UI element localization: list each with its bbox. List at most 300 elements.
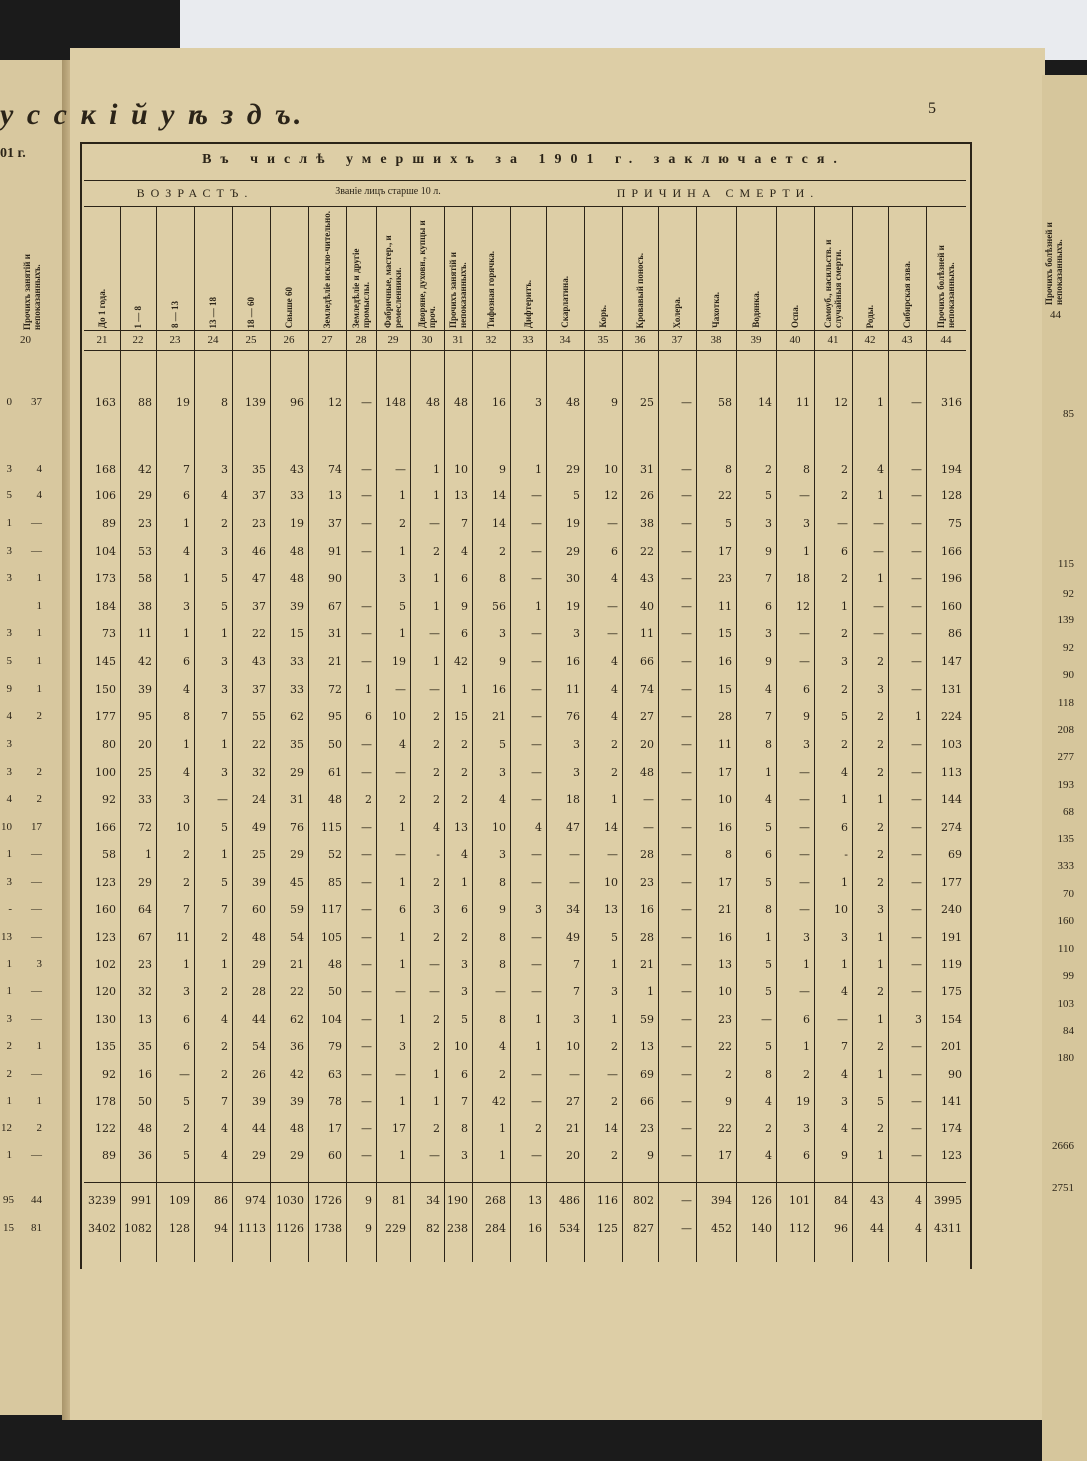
column-number: 33 [522,334,534,346]
table-cell: 4 [841,766,848,779]
table-cell: 3 [399,1040,406,1053]
table-cell: 4 [221,489,228,502]
table-cell: 10 [392,710,406,723]
table-cell: — [911,738,922,751]
table-cell: — [911,627,922,640]
table-cell: 67 [328,600,342,613]
table-cell: 11 [796,396,810,409]
column-header [736,206,776,328]
table-cell: 4 [765,1149,772,1162]
table-cell: 43 [290,463,304,476]
table-cell: 23 [718,1013,732,1026]
table-cell: 1 [365,683,372,696]
table-cell: 274 [941,821,962,834]
table-cell: 28 [718,710,732,723]
table-cell: 6 [841,545,848,558]
column-header-label: До 1 года. [97,288,107,328]
table-cell: 32 [138,985,152,998]
table-cell: 7 [765,710,772,723]
column-number: 32 [485,334,497,346]
column-number: 31 [452,334,464,346]
table-cell: 22 [252,627,266,640]
table-cell: 3 [433,903,440,916]
left-cell: 4 [36,489,42,501]
column-divider [926,206,927,1262]
table-cell: 5 [183,1149,190,1162]
table-cell: — [607,1068,618,1081]
table-cell: 8 [725,848,732,861]
table-cell: 43 [640,572,654,585]
table-cell: 2 [877,1122,884,1135]
column-header-label: 13 — 18 [208,296,218,328]
column-header [926,206,966,328]
table-cell: — [873,517,884,530]
left-cell: 12 [1,1122,12,1134]
column-header [852,206,888,328]
column-number: 38 [710,334,722,346]
table-cell: 92 [102,793,116,806]
table-cell: 1 [221,738,228,751]
table-cell: 39 [290,600,304,613]
table-cell: 3 [877,903,884,916]
table-cell: 10 [492,821,506,834]
table-cell: 106 [95,489,116,502]
table-cell: 4 [461,545,468,558]
table-cell: 27 [640,710,654,723]
table-cell: 15 [454,710,468,723]
table-cell: 11 [718,600,732,613]
table-cell: 10 [718,985,732,998]
table-cell: 3 [183,985,190,998]
column-number: 23 [169,334,181,346]
right-cell: 160 [1057,915,1074,927]
column-divider [736,206,737,1262]
right-cell: 103 [1057,998,1074,1010]
table-cell: 9 [841,1149,848,1162]
column-header [270,206,308,328]
column-divider [270,206,271,1262]
table-cell: 6 [765,600,772,613]
column-number: 25 [245,334,257,346]
table-cell: 123 [95,876,116,889]
table-cell: 89 [102,517,116,530]
table-cell: — [569,876,580,889]
total-cell: 3995 [934,1194,962,1207]
table-cell: — [361,931,372,944]
table-cell: 2 [877,710,884,723]
table-cell: 9 [499,655,506,668]
table-cell: 1 [877,793,884,806]
table-cell: — [681,738,692,751]
table-cell: 33 [138,793,152,806]
column-header-label: Кровавый поносъ. [635,252,645,328]
table-cell: 53 [138,545,152,558]
left-cell: 1 [6,1095,12,1107]
table-cell: 92 [102,1068,116,1081]
column-divider [814,206,815,1262]
table-cell: 139 [245,396,266,409]
table-cell: 3 [841,1095,848,1108]
table-cell: 166 [941,545,962,558]
table-cell: 2 [841,463,848,476]
table-cell: — [607,848,618,861]
table-cell: 2 [461,931,468,944]
table-cell: — [911,1149,922,1162]
right-total: 2751 [1052,1182,1074,1194]
table-cell: 175 [941,985,962,998]
table-cell: — [911,655,922,668]
table-cell: 5 [573,489,580,502]
table-cell: — [799,848,810,861]
column-header [120,206,156,328]
column-number: 26 [283,334,295,346]
right-cell: 84 [1063,1025,1074,1037]
left-cell: — [31,517,42,529]
column-header-label: Фабричные, мастер., и ремесленники. [383,235,403,328]
table-cell: 4 [221,1122,228,1135]
total-cell: 394 [711,1194,732,1207]
table-cell: 3 [803,738,810,751]
table-cell: 17 [392,1122,406,1135]
table-cell: 3 [573,627,580,640]
table-cell: — [643,793,654,806]
table-cell: 4 [183,683,190,696]
column-header [696,206,736,328]
table-cell: — [429,1149,440,1162]
table-cell: — [495,985,506,998]
column-header-label: Прочихъ болѣзней и непоказанныхъ. [936,245,956,328]
table-cell: 4 [535,821,542,834]
table-cell: 2 [433,738,440,751]
table-cell: 2 [433,766,440,779]
table-cell: 20 [138,738,152,751]
table-cell: 14 [492,517,506,530]
column-header-label: Тифозная горячка. [486,250,496,328]
table-cell: — [681,876,692,889]
table-cell: 1 [765,766,772,779]
table-cell: 3 [221,683,228,696]
table-cell: 22 [718,1040,732,1053]
column-divider [888,206,889,1262]
table-cell: 23 [138,958,152,971]
table-cell: — [799,821,810,834]
table-cell: 6 [461,1068,468,1081]
table-cell: 7 [183,903,190,916]
total-cell: 126 [751,1194,772,1207]
table-cell: 104 [95,545,116,558]
column-divider [622,206,623,1262]
table-cell: 23 [718,572,732,585]
column-divider [232,206,233,1262]
table-cell: 1 [499,1149,506,1162]
right-cell: 193 [1057,779,1074,791]
table-cell: 42 [290,1068,304,1081]
table-cell: 21 [718,903,732,916]
table-cell: 66 [640,655,654,668]
total-cell: 9 [365,1222,372,1235]
right-cell: 92 [1063,642,1074,654]
table-cell: — [531,683,542,696]
left-cell: 3 [6,766,12,778]
left-total: 44 [31,1194,42,1206]
table-cell: 1 [915,710,922,723]
table-cell: 3 [183,600,190,613]
column-number: 44 [940,334,952,346]
table-cell: 11 [640,627,654,640]
table-cell: 29 [252,1149,266,1162]
table-cell: 7 [461,517,468,530]
table-cell: 8 [499,1013,506,1026]
table-cell: — [395,985,406,998]
table-cell: — [681,545,692,558]
table-cell: 36 [138,1149,152,1162]
right-column-number: 44 [1050,309,1061,321]
table-cell: — [531,572,542,585]
table-cell: 22 [718,1122,732,1135]
table-cell: — [569,848,580,861]
column-divider [546,206,547,1262]
table-cell: 1 [611,793,618,806]
left-cell: 2 [6,1040,12,1052]
table-cell: 135 [95,1040,116,1053]
table-cell: 45 [290,876,304,889]
table-cell: 19 [176,396,190,409]
left-column-number: 20 [20,334,31,346]
table-cell: — [681,1095,692,1108]
table-cell: 1 [841,600,848,613]
table-cell: 201 [941,1040,962,1053]
table-cell: 3 [915,1013,922,1026]
table-cell: 2 [611,1149,618,1162]
table-cell: 8 [803,463,810,476]
total-cell: 1030 [276,1194,304,1207]
table-cell: 1 [535,600,542,613]
table-cell: 2 [765,1122,772,1135]
table-cell: — [361,848,372,861]
table-cell: — [607,600,618,613]
table-cell: 17 [718,766,732,779]
table-cell: 7 [221,1095,228,1108]
table-cell: 17 [718,876,732,889]
table-cell: 26 [640,489,654,502]
column-number: 36 [634,334,646,346]
table-cell: 3 [803,517,810,530]
table-cell: 16 [138,1068,152,1081]
table-cell: 58 [138,572,152,585]
table-cell: 8 [499,876,506,889]
table-cell: 2 [433,1040,440,1053]
table-cell: 27 [566,1095,580,1108]
column-header [546,206,584,328]
column-header-label: Холера. [672,296,682,328]
table-cell: 21 [328,655,342,668]
table-cell: 2 [433,931,440,944]
table-cell: 3 [499,848,506,861]
table-cell: 4 [611,710,618,723]
left-cell: 5 [6,489,12,501]
right-cell: 333 [1057,860,1074,872]
table-cell: 9 [461,600,468,613]
table-cell: 148 [385,396,406,409]
table-cell: — [681,710,692,723]
table-cell: 59 [640,1013,654,1026]
table-cell: 33 [290,655,304,668]
table-cell: 1 [877,1149,884,1162]
column-header-label: 1 — 8 [133,305,143,328]
table-cell: 1 [433,600,440,613]
left-cell: 1 [6,848,12,860]
table-cell: 2 [877,876,884,889]
table-cell: 1 [877,572,884,585]
table-cell: — [395,848,406,861]
table-cell: — [531,517,542,530]
table-cell: 58 [718,396,732,409]
table-cell: — [361,738,372,751]
table-cell: 1 [877,1013,884,1026]
column-divider [472,206,473,1262]
table-cell: 80 [102,738,116,751]
right-cell: 85 [1063,408,1074,420]
left-cell: 4 [36,463,42,475]
table-cell: 2 [841,683,848,696]
total-cell: — [681,1194,692,1207]
left-cell: — [31,1149,42,1161]
column-number: 24 [207,334,219,346]
table-cell: 4 [877,463,884,476]
table-cell: 1 [535,463,542,476]
table-cell: 78 [328,1095,342,1108]
table-cell: 3 [221,463,228,476]
table-cell: 33 [290,683,304,696]
table-cell: 1 [399,821,406,834]
table-cell: 9 [803,710,810,723]
table-cell: 96 [290,396,304,409]
total-cell: 84 [834,1194,848,1207]
table-cell: 2 [221,931,228,944]
left-cell: 1 [36,683,42,695]
table-cell: 20 [566,1149,580,1162]
table-cell: — [429,683,440,696]
table-cell: 23 [640,1122,654,1135]
table-cell: — [837,1013,848,1026]
table-cell: 6 [183,1040,190,1053]
column-header [376,206,410,328]
table-cell: — [361,1149,372,1162]
column-number: 21 [96,334,108,346]
column-header-label: Водянка. [751,291,761,328]
table-cell: 54 [252,1040,266,1053]
table-cell: 1 [183,738,190,751]
table-cell: 4 [765,1095,772,1108]
table-cell: — [643,821,654,834]
table-cell: — [361,958,372,971]
table-cell: 61 [328,766,342,779]
table-cell: — [681,931,692,944]
table-cell: 25 [138,766,152,779]
left-cell: - [8,903,12,915]
table-cell: 113 [941,766,962,779]
table-cell: 63 [328,1068,342,1081]
table-cell: — [361,545,372,558]
table-cell: — [179,1068,190,1081]
table-cell: 4 [183,545,190,558]
table-cell: 1 [841,876,848,889]
table-cell: 42 [492,1095,506,1108]
table-cell: 22 [640,545,654,558]
table-cell: 69 [948,848,962,861]
table-cell: 4 [499,1040,506,1053]
total-cell: 9 [365,1194,372,1207]
table-cell: — [799,876,810,889]
column-number: 41 [827,334,839,346]
table-cell: 48 [328,793,342,806]
table-cell: 16 [718,655,732,668]
table-cell: — [681,1068,692,1081]
table-cell: — [531,985,542,998]
table-cell: 1 [841,793,848,806]
right-cell: 208 [1057,724,1074,736]
table-cell: 5 [221,821,228,834]
table-cell: 5 [841,710,848,723]
left-cell: 17 [31,821,42,833]
total-cell: 128 [169,1222,190,1235]
table-cell: 95 [328,710,342,723]
column-header-label: Самоуб., насильств. и случайныя смерти. [823,239,843,328]
table-rule [84,1182,966,1183]
table-cell: — [531,655,542,668]
table-cell: 3 [221,766,228,779]
table-cell: 29 [566,463,580,476]
table-cell: 6 [365,710,372,723]
table-cell: — [911,517,922,530]
right-cell: 139 [1057,614,1074,626]
table-cell: 3 [221,545,228,558]
table-cell: — [361,1122,372,1135]
table-cell: 4 [433,821,440,834]
table-cell: 7 [765,572,772,585]
table-cell: 40 [640,600,654,613]
table-cell: — [361,600,372,613]
table-cell: 1 [399,1149,406,1162]
left-cell: 1 [6,958,12,970]
total-cell: 1113 [238,1222,266,1235]
column-header [888,206,926,328]
table-cell: 10 [454,1040,468,1053]
table-cell: 7 [221,710,228,723]
table-cell: - [844,848,848,861]
table-cell: 6 [461,572,468,585]
table-cell: 1 [221,848,228,861]
table-cell: 11 [138,627,152,640]
table-cell: 44 [252,1122,266,1135]
table-cell: 17 [718,1149,732,1162]
table-cell: 5 [183,1095,190,1108]
table-cell: 8 [499,958,506,971]
table-cell: 1 [535,1040,542,1053]
table-cell: 5 [221,572,228,585]
table-cell: 7 [221,903,228,916]
table-cell: 16 [492,683,506,696]
table-cell: — [681,985,692,998]
table-cell: 123 [95,931,116,944]
table-cell: 177 [941,876,962,889]
table-cell: 22 [252,738,266,751]
left-cell: — [31,903,42,915]
right-cell: 118 [1057,697,1074,709]
table-cell: 1 [183,517,190,530]
table-cell: 73 [102,627,116,640]
table-cell: 7 [461,1095,468,1108]
